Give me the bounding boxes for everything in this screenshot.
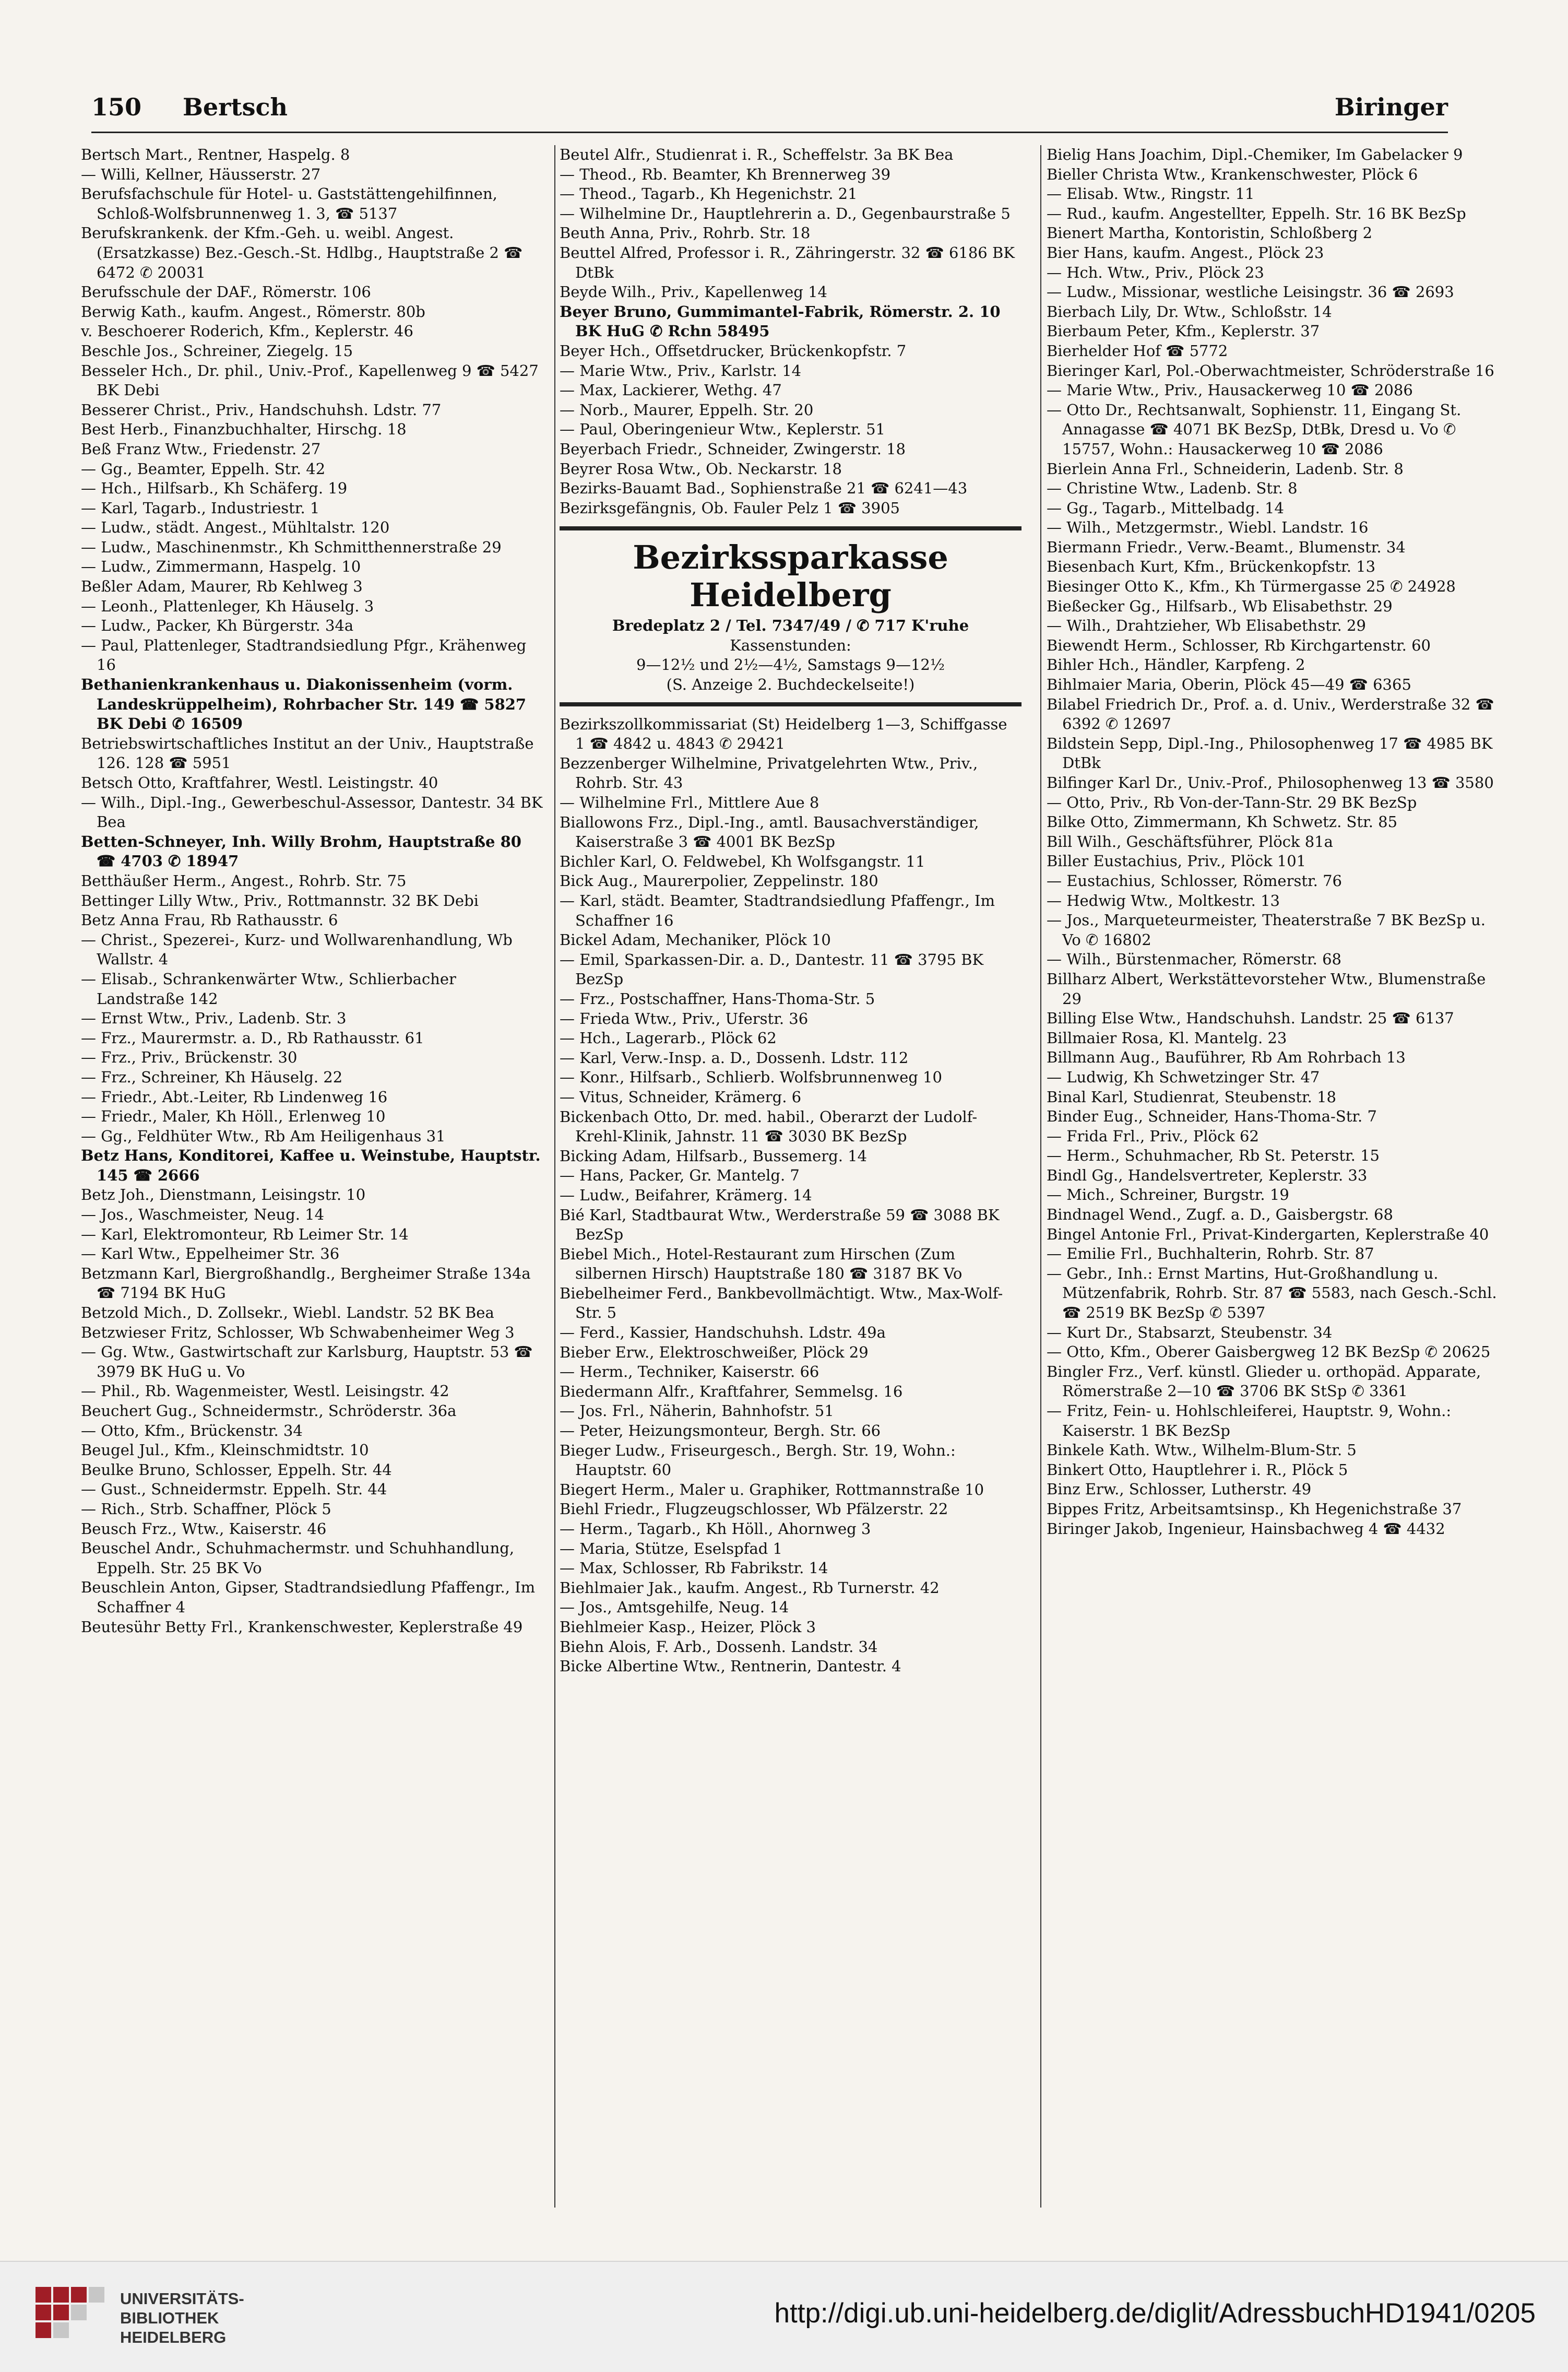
directory-entry: — Rich., Strb. Schaffner, Plöck 5 [81, 1500, 331, 1518]
directory-entry: Betzold Mich., D. Zollsekr., Wiebl. Landstr. 52 BK Bea [81, 1304, 494, 1322]
directory-entry: Bertsch Mart., Rentner, Haspelg. 8 [81, 146, 350, 163]
directory-entry: Bierlein Anna Frl., Schneiderin, Ladenb. Str. 8 [1047, 459, 1404, 478]
directory-entry: Beuttel Alfred, Professor i. R., Zähringerstr. 32 ☎ 6186 BK DtBk [560, 243, 1015, 281]
directory-entry: — Gg., Feldhüter Wtw., Rb Am Heiligenhaus 31 [81, 1127, 446, 1145]
directory-entry: — Herm., Techniker, Kaiserstr. 66 [560, 1363, 819, 1381]
directory-entry: Betriebswirtschaftliches Institut an der Univ., Hauptstraße 126. 128 ☎ 5951 [81, 734, 534, 772]
header-rule [91, 132, 1448, 133]
directory-entry: — Frz., Priv., Brückenstr. 30 [81, 1048, 298, 1067]
directory-entry: Billmann Aug., Bauführer, Rb Am Rohrbach 13 [1047, 1048, 1406, 1067]
directory-entry: Biller Eustachius, Priv., Plöck 101 [1047, 852, 1306, 870]
directory-entry: — Friedr., Abt.-Leiter, Rb Lindenweg 16 [81, 1088, 388, 1106]
directory-entry: — Ludw., Zimmermann, Haspelg. 10 [81, 558, 361, 576]
directory-entry: — Marie Wtw., Priv., Karlstr. 14 [560, 361, 802, 380]
directory-entry: Bill Wilh., Geschäftsführer, Plöck 81a [1047, 832, 1333, 851]
directory-entry: Bethanienkrankenhaus u. Diakonissenheim (vorm. Landeskrüppelheim), Rohrbacher Str. 149 ☎ 5827 BK Debi ✆ 16509 [81, 676, 527, 733]
directory-entry: Bickenbach Otto, Dr. med. habil., Oberarzt der Ludolf-Krehl-Klinik, Jahnstr. 11 ☎ 3030 BK BezSp [560, 1107, 978, 1146]
directory-entry: — Konr., Hilfsarb., Schlierb. Wolfsbrunnenweg 10 [560, 1068, 942, 1087]
directory-entry: Beusch Frz., Wtw., Kaiserstr. 46 [81, 1519, 327, 1538]
directory-entry: Bilke Otto, Zimmermann, Kh Schwetz. Str. 85 [1047, 813, 1398, 831]
directory-entry: Bihlmaier Maria, Oberin, Plöck 45—49 ☎ 6365 [1047, 676, 1411, 694]
directory-entry: Bießecker Gg., Hilfsarb., Wb Elisabethstr. 29 [1047, 597, 1393, 615]
directory-entry: — Theod., Tagarb., Kh Hegenichstr. 21 [560, 185, 858, 203]
directory-entry: Billing Else Wtw., Handschuhsh. Landstr. 25 ☎ 6137 [1047, 1009, 1454, 1028]
directory-entry: Bierbach Lily, Dr. Wtw., Schloßstr. 14 [1047, 302, 1332, 321]
directory-entry: Beschle Jos., Schreiner, Ziegelg. 15 [81, 341, 353, 360]
directory-entry: Bichler Karl, O. Feldwebel, Kh Wolfsgangstr. 11 [560, 852, 925, 870]
directory-entry: — Ernst Wtw., Priv., Ladenb. Str. 3 [81, 1009, 347, 1028]
directory-entry: 9—12½ und 2½—4½, Samstags 9—12½ [636, 656, 945, 674]
directory-entry: — Karl Wtw., Eppelheimer Str. 36 [81, 1245, 340, 1263]
directory-entry: — Friedr., Maler, Kh Höll., Erlenweg 10 [81, 1107, 386, 1126]
directory-entry: Biallowons Frz., Dipl.-Ing., amtl. Bausachverständiger, Kaiserstraße 3 ☎ 4001 BK BezSp [560, 813, 979, 851]
directory-entry: Binder Eug., Schneider, Hans-Thoma-Str. 7 [1047, 1107, 1377, 1126]
directory-entry: — Paul, Oberingenieur Wtw., Keplerstr. 51 [560, 420, 885, 439]
directory-entry: — Frz., Postschaffner, Hans-Thoma-Str. 5 [560, 989, 875, 1008]
directory-entry: — Max, Schlosser, Rb Fabrikstr. 14 [560, 1559, 828, 1577]
directory-entry: Best Herb., Finanzbuchhalter, Hirschg. 18 [81, 420, 407, 439]
directory-entry: — Frieda Wtw., Priv., Uferstr. 36 [560, 1009, 809, 1028]
directory-entry: (S. Anzeige 2. Buchdeckelseite!) [666, 676, 915, 694]
directory-entry: Bilabel Friedrich Dr., Prof. a. d. Univ., Werderstraße 32 ☎ 6392 ✆ 12697 [1047, 695, 1494, 733]
column-divider [554, 145, 555, 2208]
directory-entry: Berufsschule der DAF., Römerstr. 106 [81, 283, 371, 301]
directory-entry: — Karl, städt. Beamter, Stadtrandsiedlung Pfaffengr., Im Schaffner 16 [560, 892, 995, 929]
directory-entry: — Hedwig Wtw., Moltkestr. 13 [1047, 891, 1280, 910]
directory-entry: — Gg. Wtw., Gastwirtschaft zur Karlsburg, Hauptstr. 53 ☎ 3979 BK HuG u. Vo [81, 1343, 533, 1380]
directory-entry: Biermann Friedr., Verw.-Beamt., Blumenstr. 34 [1047, 538, 1406, 556]
directory-entry: Besseler Hch., Dr. phil., Univ.-Prof., Kapellenweg 9 ☎ 5427 BK Debi [81, 361, 539, 399]
directory-entry: — Paul, Plattenleger, Stadtrandsiedlung Pfgr., Krähenweg 16 [81, 636, 527, 674]
directory-entry: Betz Anna Frau, Rb Rathausstr. 6 [81, 911, 338, 929]
directory-entry: Bieber Erw., Elektroschweißer, Plöck 29 [560, 1343, 869, 1361]
header-right-word: Biringer [1334, 93, 1448, 121]
directory-entry: Beyer Bruno, Gummimantel-Fabrik, Römerstr. 2. 10 BK HuG ✆ Rchn 58495 [560, 302, 1001, 340]
directory-entry: Biehlmeier Kasp., Heizer, Plöck 3 [560, 1618, 816, 1636]
directory-entry: Bienert Martha, Kontoristin, Schloßberg 2 [1047, 224, 1373, 242]
directory-entry: — Ludw., städt. Angest., Mühltalstr. 120 [81, 518, 390, 537]
directory-entry: Berufskrankenk. der Kfm.-Geh. u. weibl. Angest. (Ersatzkasse) Bez.-Gesch.-St. Hdlbg., Hauptstraße 2 ☎ 6472 ✆ 20031 [81, 224, 523, 281]
permalink-url[interactable]: http://digi.ub.uni-heidelberg.de/diglit/AdressbuchHD1941/0205 [774, 2298, 1536, 2329]
directory-entry: — Wilh., Metzgermstr., Wiebl. Landstr. 16 [1047, 518, 1369, 537]
running-header [91, 93, 1448, 129]
section-rule [560, 526, 1021, 530]
directory-entry: — Otto, Kfm., Oberer Gaisbergweg 12 BK BezSp ✆ 20625 [1047, 1343, 1491, 1361]
directory-entry: — Wilh., Dipl.-Ing., Gewerbeschul-Assessor, Dantestr. 34 BK Bea [81, 793, 543, 831]
library-logo-icon [31, 2283, 110, 2351]
directory-entry: — Rud., kaufm. Angestellter, Eppelh. Str. 16 BK BezSp [1047, 204, 1466, 222]
directory-entry: Berwig Kath., kaufm. Angest., Römerstr. 80b [81, 302, 425, 321]
directory-entry: — Hans, Packer, Gr. Mantelg. 7 [560, 1166, 800, 1185]
directory-entry: Betsch Otto, Kraftfahrer, Westl. Leistingstr. 40 [81, 774, 438, 792]
directory-entry: — Ludw., Packer, Kh Bürgerstr. 34a [81, 617, 354, 635]
directory-entry: Beutesühr Betty Frl., Krankenschwester, Keplerstraße 49 [81, 1618, 523, 1636]
directory-entry: Biebel Mich., Hotel-Restaurant zum Hirschen (Zum silbernen Hirsch) Hauptstraße 180 ☎ 3187 BK Vo [560, 1245, 963, 1283]
directory-entry: — Ludw., Missionar, westliche Leisingstr. 36 ☎ 2693 [1047, 283, 1454, 301]
directory-entry: — Marie Wtw., Priv., Hausackerweg 10 ☎ 2086 [1047, 381, 1413, 399]
directory-entry: — Otto, Kfm., Brückenstr. 34 [81, 1421, 303, 1439]
directory-entry: — Norb., Maurer, Eppelh. Str. 20 [560, 400, 814, 419]
directory-entry: — Maria, Stütze, Eselspfad 1 [560, 1539, 782, 1557]
directory-entry: — Wilhelmine Dr., Hauptlehrerin a. D., Gegenbaurstraße 5 [560, 204, 1011, 222]
directory-entry: Beyerbach Friedr., Schneider, Zwingerstr. 18 [560, 440, 906, 458]
directory-entry: Beß Franz Wtw., Friedenstr. 27 [81, 440, 321, 458]
directory-entry: Bippes Fritz, Arbeitsamtsinsp., Kh Hegenichstraße 37 [1047, 1500, 1462, 1518]
directory-entry: — Frida Frl., Priv., Plöck 62 [1047, 1127, 1259, 1145]
directory-entry: — Karl, Elektromonteur, Rb Leimer Str. 14 [81, 1225, 409, 1243]
column-divider [1040, 145, 1041, 2208]
directory-entry: — Karl, Verw.-Insp. a. D., Dossenh. Ldstr. 112 [560, 1048, 909, 1067]
directory-entry: Beugel Jul., Kfm., Kleinschmidtstr. 10 [81, 1441, 369, 1459]
directory-entry: Kassenstunden: [730, 636, 851, 654]
directory-entry: — Karl, Tagarb., Industriestr. 1 [81, 499, 320, 517]
directory-entry: — Emilie Frl., Buchhalterin, Rohrb. Str. 87 [1047, 1245, 1374, 1263]
directory-entry: Berufsfachschule für Hotel- u. Gaststättengehilfinnen, Schloß-Wolfsbrunnenweg 1. 3, ☎ 5137 [81, 185, 497, 222]
directory-entry: Bié Karl, Stadtbaurat Wtw., Werderstraße 59 ☎ 3088 BK BezSp [560, 1206, 1000, 1244]
directory-entry: Bezirks-Bauamt Bad., Sophienstraße 21 ☎ 6241—43 [560, 479, 968, 498]
directory-entry: — Eustachius, Schlosser, Römerstr. 76 [1047, 871, 1343, 890]
directory-entry: — Jos. Frl., Näherin, Bahnhofstr. 51 [560, 1402, 834, 1420]
directory-entry: Billharz Albert, Werkstättevorsteher Wtw., Blumenstraße 29 [1047, 970, 1486, 1008]
directory-entry: Biesinger Otto K., Kfm., Kh Türmergasse 25 ✆ 24928 [1047, 577, 1456, 596]
directory-entry: — Otto, Priv., Rb Von-der-Tann-Str. 29 BK BezSp [1047, 793, 1417, 811]
directory-entry: Betz Joh., Dienstmann, Leisingstr. 10 [81, 1186, 366, 1204]
directory-entry: Bicking Adam, Hilfsarb., Bussemerg. 14 [560, 1147, 868, 1165]
library-name: UNIVERSITÄTS- BIBLIOTHEK HEIDELBERG [120, 2290, 244, 2346]
directory-entry: Biehn Alois, F. Arb., Dossenh. Landstr. 34 [560, 1637, 878, 1656]
directory-entry: — Christine Wtw., Ladenb. Str. 8 [1047, 479, 1298, 498]
directory-entry: — Ludw., Maschinenmstr., Kh Schmitthennerstraße 29 [81, 538, 502, 556]
directory-entry: — Gust., Schneidermstr. Eppelh. Str. 44 [81, 1480, 387, 1498]
directory-entry: — Herm., Schuhmacher, Rb St. Peterstr. 15 [1047, 1147, 1380, 1165]
directory-entry: — Elisab., Schrankenwärter Wtw., Schlierbacher Landstraße 142 [81, 970, 456, 1008]
directory-entry: Binz Erw., Schlosser, Lutherstr. 49 [1047, 1480, 1312, 1498]
directory-entry: Bier Hans, kaufm. Angest., Plöck 23 [1047, 243, 1324, 262]
directory-entry: Betzmann Karl, Biergroßhandlg., Bergheimer Straße 134a ☎ 7194 BK HuG [81, 1264, 531, 1302]
directory-entry: — Jos., Waschmeister, Neug. 14 [81, 1206, 325, 1224]
directory-entry: v. Beschoerer Roderich, Kfm., Keplerstr. 46 [81, 322, 413, 340]
directory-entry: Bezzenberger Wilhelmine, Privatgelehrten Wtw., Priv., Rohrb. Str. 43 [560, 754, 978, 792]
directory-entry: Biebelheimer Ferd., Bankbevollmächtigt. Wtw., Max-Wolf-Str. 5 [560, 1284, 1003, 1322]
directory-entry: Bingler Frz., Verf. künstl. Glieder u. orthopäd. Apparate, Römerstraße 2—10 ☎ 3706 BK StSp ✆ 3361 [1047, 1362, 1481, 1400]
directory-entry: — Peter, Heizungsmonteur, Bergh. Str. 66 [560, 1422, 881, 1440]
section-rule [560, 702, 1021, 706]
directory-entry: Bindl Gg., Handelsvertreter, Keplerstr. 33 [1047, 1166, 1368, 1184]
directory-entry: Bielig Hans Joachim, Dipl.-Chemiker, Im Gabelacker 9 [1047, 146, 1463, 163]
directory-entry: — Jos., Amtsgehilfe, Neug. 14 [560, 1598, 789, 1616]
directory-entry: Bieller Christa Wtw., Krankenschwester, Plöck 6 [1047, 165, 1418, 183]
directory-entry: Beyer Hch., Offsetdrucker, Brückenkopfstr. 7 [560, 341, 907, 360]
directory-entry: — Gebr., Inh.: Ernst Martins, Hut-Großhandlung u. Mützenfabrik, Rohrb. Str. 87 ☎ 5583, nach Gesch.-Schl. ☎ 2519 BK BezSp ✆ 5397 [1047, 1264, 1497, 1322]
column-3 [1047, 145, 1508, 1539]
directory-entry: — Frz., Schreiner, Kh Häuselg. 22 [81, 1068, 343, 1086]
directory-entry: — Willi, Kellner, Häusserstr. 27 [81, 165, 321, 183]
directory-entry: Beyrer Rosa Wtw., Ob. Neckarstr. 18 [560, 459, 842, 478]
directory-entry: — Gg., Tagarb., Mittelbadg. 14 [1047, 499, 1284, 517]
directory-entry: — Christ., Spezerei-, Kurz- und Wollwarenhandlung, Wb Wallstr. 4 [81, 930, 513, 969]
directory-entry: Bilfinger Karl Dr., Univ.-Prof., Philosophenweg 13 ☎ 3580 [1047, 774, 1494, 792]
directory-entry: — Vitus, Schneider, Krämerg. 6 [560, 1088, 802, 1106]
directory-entry: Biehlmaier Jak., kaufm. Angest., Rb Turnerstr. 42 [560, 1578, 940, 1597]
directory-entry: — Kurt Dr., Stabsarzt, Steubenstr. 34 [1047, 1323, 1333, 1341]
directory-entry: Betz Hans, Konditorei, Kaffee u. Weinstube, Hauptstr. 145 ☎ 2666 [81, 1147, 541, 1184]
directory-entry: Bick Aug., Maurerpolier, Zeppelinstr. 180 [560, 872, 878, 890]
directory-entry: Bredeplatz 2 / Tel. 7347/49 / ✆ 717 K'ruhe [612, 617, 969, 635]
directory-entry: — Elisab. Wtw., Ringstr. 11 [1047, 185, 1255, 203]
page-number: 150 [91, 93, 142, 121]
directory-entry: Binkert Otto, Hauptlehrer i. R., Plöck 5 [1047, 1460, 1348, 1479]
directory-entry: Beßler Adam, Maurer, Rb Kehlweg 3 [81, 577, 363, 596]
directory-entry: Bingel Antonie Frl., Privat-Kindergarten, Keplerstraße 40 [1047, 1225, 1489, 1243]
viewer-footer [0, 2261, 1568, 2372]
header-left-word: Bertsch [183, 93, 288, 121]
directory-entry: Bieringer Karl, Pol.-Oberwachtmeister, Schröderstraße 16 [1047, 361, 1494, 380]
directory-entry: Billmaier Rosa, Kl. Mantelg. 23 [1047, 1029, 1287, 1047]
directory-entry: Binal Karl, Studienrat, Steubenstr. 18 [1047, 1088, 1337, 1106]
directory-entry: Beutel Alfr., Studienrat i. R., Scheffelstr. 3a BK Bea [560, 146, 954, 163]
directory-entry: — Wilhelmine Frl., Mittlere Aue 8 [560, 794, 819, 812]
directory-entry: — Hch., Hilfsarb., Kh Schäferg. 19 [81, 479, 348, 498]
directory-entry: Biringer Jakob, Ingenieur, Hainsbachweg 4 ☎ 4432 [1047, 1519, 1445, 1538]
advert-title: Bezirkssparkasse Heidelberg [633, 538, 948, 615]
directory-entry: — Theod., Rb. Beamter, Kh Brennerweg 39 [560, 165, 891, 183]
directory-entry: Beuschel Andr., Schuhmachermstr. und Schuhhandlung, Eppelh. Str. 25 BK Vo [81, 1539, 515, 1577]
directory-entry: — Emil, Sparkassen-Dir. a. D., Dantestr. 11 ☎ 3795 BK BezSp [560, 950, 984, 988]
column-2 [560, 145, 1021, 1677]
directory-entry: Betthäußer Herm., Angest., Rohrb. Str. 75 [81, 871, 407, 890]
directory-entry: — Gg., Beamter, Eppelh. Str. 42 [81, 459, 326, 478]
directory-entry: — Ludw., Beifahrer, Krämerg. 14 [560, 1186, 812, 1204]
directory-entry: Bierhelder Hof ☎ 5772 [1047, 341, 1228, 360]
directory-entry: Bieger Ludw., Friseurgesch., Bergh. Str. 19, Wohn.: Hauptstr. 60 [560, 1441, 956, 1479]
directory-entry: Biesenbach Kurt, Kfm., Brückenkopfstr. 13 [1047, 558, 1376, 576]
directory-entry: Bildstein Sepp, Dipl.-Ing., Philosophenweg 17 ☎ 4985 BK DtBk [1047, 734, 1493, 772]
directory-entry: Bettinger Lilly Wtw., Priv., Rottmannstr. 32 BK Debi [81, 891, 479, 910]
directory-entry: — Jos., Marqueteurmeister, Theaterstraße 7 BK BezSp u. Vo ✆ 16802 [1047, 911, 1486, 949]
directory-entry: Beulke Bruno, Schlosser, Eppelh. Str. 44 [81, 1460, 392, 1479]
directory-entry: — Leonh., Plattenleger, Kh Häuselg. 3 [81, 597, 374, 615]
directory-entry: — Hch., Lagerarb., Plöck 62 [560, 1029, 777, 1047]
directory-entry: Beuchert Gug., Schneidermstr., Schröderstr. 36a [81, 1402, 457, 1420]
directory-entry: Beuschlein Anton, Gipser, Stadtrandsiedlung Pfaffengr., Im Schaffner 4 [81, 1578, 536, 1616]
directory-entry: — Max, Lackierer, Wethg. 47 [560, 381, 782, 399]
directory-entry: — Mich., Schreiner, Burgstr. 19 [1047, 1186, 1289, 1204]
directory-entry: Bezirkszollkommissariat (St) Heidelberg 1—3, Schiffgasse 1 ☎ 4842 u. 4843 ✆ 29421 [560, 715, 1007, 753]
directory-entry: — Otto Dr., Rechtsanwalt, Sophienstr. 11, Eingang St. Annagasse ☎ 4071 BK BezSp, DtBk, Dresd u. Vo ✆ 15757, Wohn.: Hausackerweg 10 ☎ 2086 [1047, 400, 1462, 458]
directory-entry: Bindnagel Wend., Zugf. a. D., Gaisbergstr. 68 [1047, 1206, 1393, 1224]
directory-entry: Bickel Adam, Mechaniker, Plöck 10 [560, 931, 831, 949]
directory-entry: Biedermann Alfr., Kraftfahrer, Semmelsg. 16 [560, 1382, 903, 1400]
directory-entry: Binkele Kath. Wtw., Wilhelm-Blum-Str. 5 [1047, 1441, 1357, 1459]
directory-entry: — Fritz, Fein- u. Hohlschleiferei, Hauptstr. 9, Wohn.: Kaiserstr. 1 BK BezSp [1047, 1402, 1452, 1439]
directory-entry: — Phil., Rb. Wagenmeister, Westl. Leisingstr. 42 [81, 1382, 449, 1400]
directory-entry: Beuth Anna, Priv., Rohrb. Str. 18 [560, 224, 811, 242]
directory-entry: Biegert Herm., Maler u. Graphiker, Rottmannstraße 10 [560, 1480, 984, 1498]
directory-entry: Betten-Schneyer, Inh. Willy Brohm, Hauptstraße 80 ☎ 4703 ✆ 18947 [81, 832, 521, 870]
directory-entry: — Herm., Tagarb., Kh Höll., Ahornweg 3 [560, 1520, 871, 1538]
directory-entry: — Wilh., Drahtzieher, Wb Elisabethstr. 29 [1047, 617, 1366, 635]
directory-entry: — Ferd., Kassier, Handschuhsh. Ldstr. 49a [560, 1324, 886, 1342]
directory-entry: Bierbaum Peter, Kfm., Keplerstr. 37 [1047, 322, 1320, 340]
directory-entry: Bicke Albertine Wtw., Rentnerin, Dantestr. 4 [560, 1657, 901, 1675]
directory-entry: Besserer Christ., Priv., Handschuhsh. Ldstr. 77 [81, 400, 442, 419]
directory-entry: — Ludwig, Kh Schwetzinger Str. 47 [1047, 1068, 1320, 1086]
directory-entry: — Wilh., Bürstenmacher, Römerstr. 68 [1047, 950, 1341, 969]
directory-entry: — Hch. Wtw., Priv., Plöck 23 [1047, 263, 1264, 281]
directory-entry: Bezirksgefängnis, Ob. Fauler Pelz 1 ☎ 3905 [560, 499, 900, 517]
directory-entry: Bihler Hch., Händler, Karpfeng. 2 [1047, 656, 1305, 674]
directory-entry: Biehl Friedr., Flugzeugschlosser, Wb Pfälzerstr. 22 [560, 1500, 948, 1518]
directory-entry: — Frz., Maurermstr. a. D., Rb Rathausstr. 61 [81, 1029, 424, 1047]
directory-entry: Beyde Wilh., Priv., Kapellenweg 14 [560, 283, 827, 301]
column-1 [81, 145, 543, 1637]
directory-entry: Betzwieser Fritz, Schlosser, Wb Schwabenheimer Weg 3 [81, 1323, 515, 1341]
directory-entry: Biewendt Herm., Schlosser, Rb Kirchgartenstr. 60 [1047, 636, 1431, 654]
